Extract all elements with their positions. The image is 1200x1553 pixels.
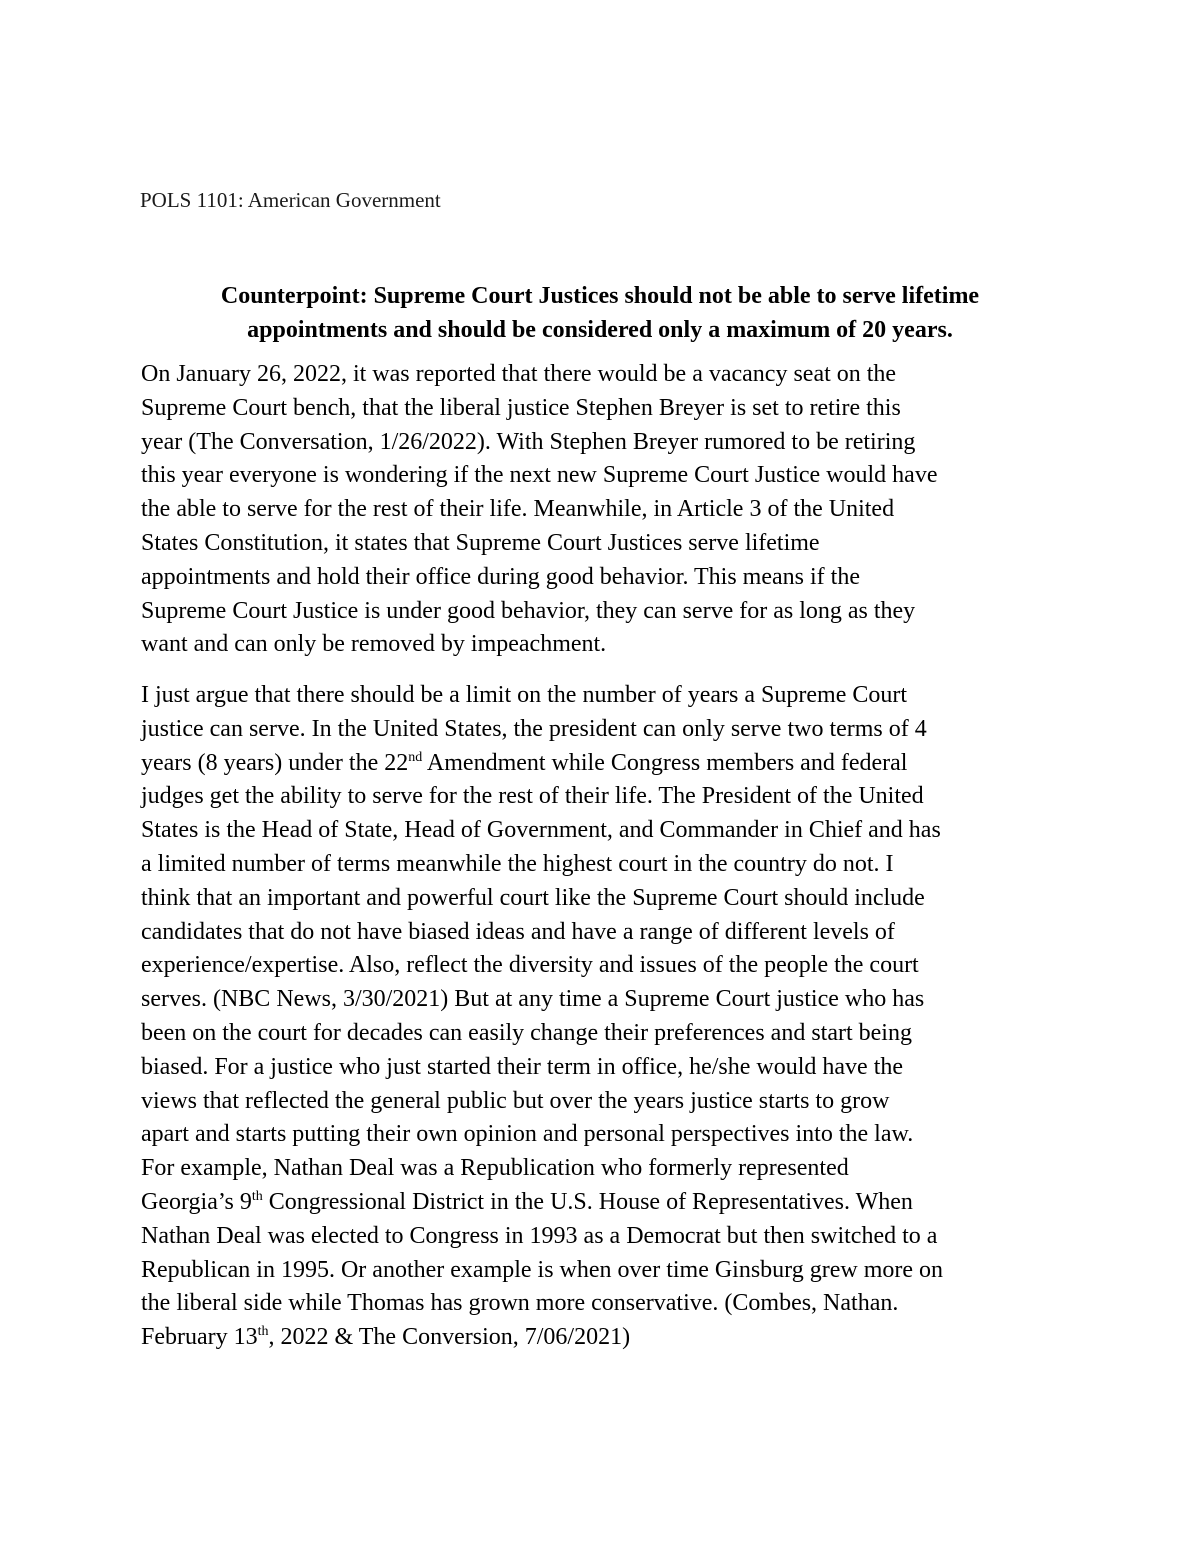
text-segment: years (8 years) under the 22 (141, 749, 409, 776)
text-segment: Georgia’s 9 (141, 1188, 252, 1215)
text-line: candidates that do not have biased ideas and have a range of different levels of (141, 918, 895, 945)
text-line: Supreme Court bench, that the liberal justice Stephen Breyer is set to retire this (141, 394, 901, 421)
text-line: experience/expertise. Also, reflect the diversity and issues of the people the court (141, 952, 919, 979)
text-line (141, 1186, 1081, 1220)
text-line: this year everyone is wondering if the next new Supreme Court Justice would have (141, 462, 938, 489)
text-line: the able to serve for the rest of their life. Meanwhile, in Article 3 of the United (141, 496, 895, 523)
text-line: Nathan Deal was elected to Congress in 1993 as a Democrat but then switched to a (141, 1222, 938, 1249)
text-line: year (The Conversation, 1/26/2022). With Stephen Breyer rumored to be retiring (141, 428, 916, 455)
text-line: States is the Head of State, Head of Government, and Commander in Chief and has (141, 817, 941, 844)
ordinal-suffix: th (257, 1324, 269, 1340)
essay-title-line: Counterpoint: Supreme Court Justices should not be able to serve lifetime (220, 283, 980, 309)
text-line: Supreme Court Justice is under good behavior, they can serve for as long as they (141, 597, 916, 624)
ordinal-suffix: th (251, 1188, 263, 1204)
text-line: the liberal side while Thomas has grown more conservative. (Combes, Nathan. (141, 1290, 899, 1317)
text-segment: Congressional District in the U.S. House of Representatives. When (262, 1188, 913, 1215)
text-line: think that an important and powerful court like the Supreme Court should include (141, 884, 925, 911)
text-line: serves. (NBC News, 3/30/2021) But at any time a Supreme Court justice who has (141, 986, 925, 1013)
text-line: For example, Nathan Deal was a Republication who formerly represented (141, 1155, 849, 1182)
text-line: justice can serve. In the United States, the president can only serve two terms of 4 (141, 715, 927, 742)
text-line: States Constitution, it states that Supreme Court Justices serve lifetime (141, 529, 820, 556)
text-line (141, 747, 1081, 781)
text-line: biased. For a justice who just started their term in office, he/she would have the (141, 1053, 904, 1080)
course-heading: POLS 1101: American Government (140, 188, 441, 212)
text-line: Republican in 1995. Or another example is when over time Ginsburg grew more on (141, 1256, 944, 1283)
text-line: appointments and hold their office during good behavior. This means if the (141, 563, 860, 590)
essay-title-line: appointments and should be considered only a maximum of 20 years. (247, 317, 953, 343)
text-line: judges get the ability to serve for the rest of their life. The President of the United (141, 783, 924, 810)
ordinal-suffix: nd (408, 749, 423, 765)
text-line: On January 26, 2022, it was reported that there would be a vacancy seat on the (141, 361, 897, 387)
text-segment: Amendment while Congress members and federal (422, 749, 908, 776)
text-segment: February 13 (141, 1324, 258, 1351)
text-line: been on the court for decades can easily change their preferences and start being (141, 1019, 912, 1046)
text-segment: , 2022 & The Conversion, 7/06/2021) (268, 1324, 631, 1351)
text-line (141, 1321, 1081, 1355)
text-line: a limited number of terms meanwhile the highest court in the country do not. I (141, 850, 894, 877)
paragraph-1 (141, 358, 1081, 662)
text-line: apart and starts putting their own opinion and personal perspectives into the law. (141, 1121, 914, 1148)
text-line: I just argue that there should be a limit on the number of years a Supreme Court (141, 682, 908, 708)
text-line: views that reflected the general public but over the years justice starts to grow (141, 1087, 890, 1114)
text-line: want and can only be removed by impeachment. (141, 631, 607, 658)
essay-title (130, 279, 1070, 347)
paragraph-2 (141, 679, 1081, 1355)
